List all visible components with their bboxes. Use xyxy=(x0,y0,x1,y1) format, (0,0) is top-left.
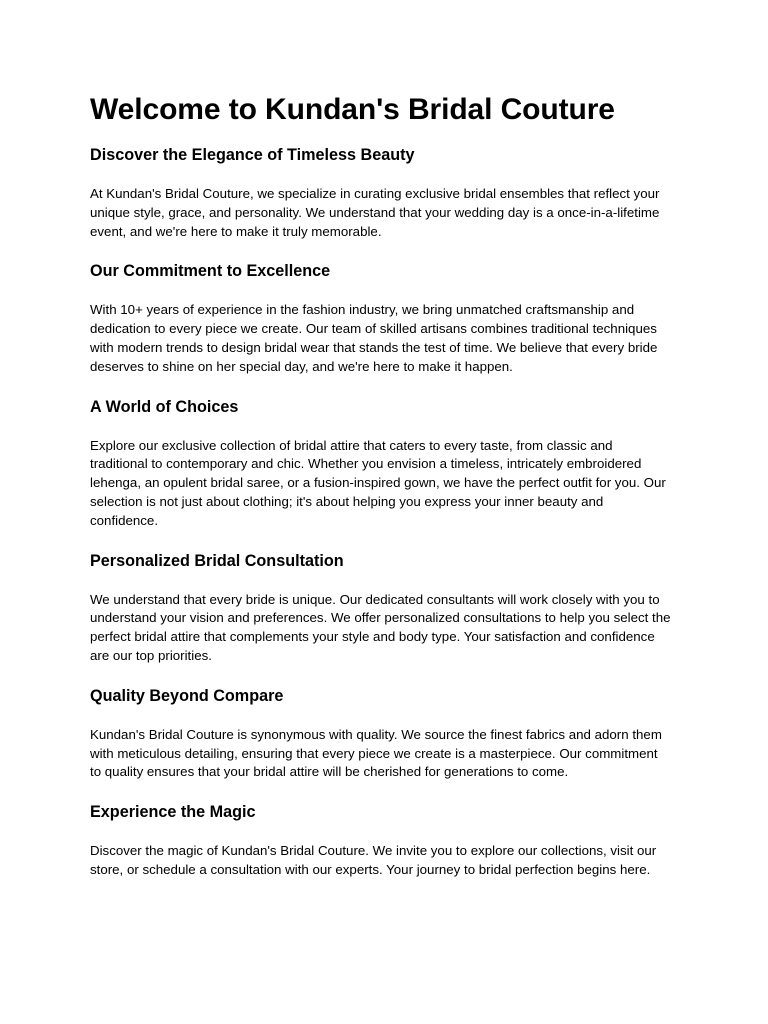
section-body-quality: Kundan's Bridal Couture is synonymous with quality. We source the finest fabrics and adorn them with meticulous detailing, ensuring that every piece we create is a masterpiece. Our commitment to quality ensures that your bridal attire will be cherished for generations to come. xyxy=(90,726,662,780)
section-body-magic: Discover the magic of Kundan's Bridal Couture. We invite you to explore our collections, visit our store, or schedule a consultation with our experts. Your journey to bridal perfection begins here. xyxy=(90,843,657,877)
section-heading-quality: Quality Beyond Compare xyxy=(90,686,284,705)
section-body-commitment: With 10+ years of experience in the fashion industry, we bring unmatched craftsmanship and dedication to every piece we create. Our team of skilled artisans combines traditional techniques with modern trends to design bridal wear that stands the test of time. We believe that every bride deserves to shine on her special day, and we're here to make it happen. xyxy=(90,302,658,374)
section-heading-choices: A World of Choices xyxy=(90,397,239,416)
section-body-choices: Explore our exclusive collection of bridal attire that caters to every taste, from classic and traditional to contemporary and chic. Whether you envision a timeless, intricately embroidered lehenga, an opulent bridal saree, or a fusion-inspired gown, we have the perfect outfit for you. Our selection is not just about clothing; it's about helping you express your inner beauty and confidence. xyxy=(90,437,666,528)
page-title: Welcome to Kundan's Bridal Couture xyxy=(90,93,615,126)
section-body-consultation: We understand that every bride is unique. Our dedicated consultants will work closely with you to understand your vision and preferences. We offer personalized consultations to help you select the perfect bridal attire that complements your style and body type. Your satisfaction and confidence are our top priorities. xyxy=(90,591,671,663)
intro-paragraph: At Kundan's Bridal Couture, we specialize in curating exclusive bridal ensembles that reflect your unique style, grace, and personality. We understand that your wedding day is a once-in-a-lifetime event, and we're here to make it truly memorable. xyxy=(90,186,660,239)
intro-heading: Discover the Elegance of Timeless Beauty xyxy=(90,146,415,164)
section-heading-consultation: Personalized Bridal Consultation xyxy=(90,551,344,570)
section-heading-commitment: Our Commitment to Excellence xyxy=(90,262,331,281)
section-heading-magic: Experience the Magic xyxy=(90,803,256,822)
